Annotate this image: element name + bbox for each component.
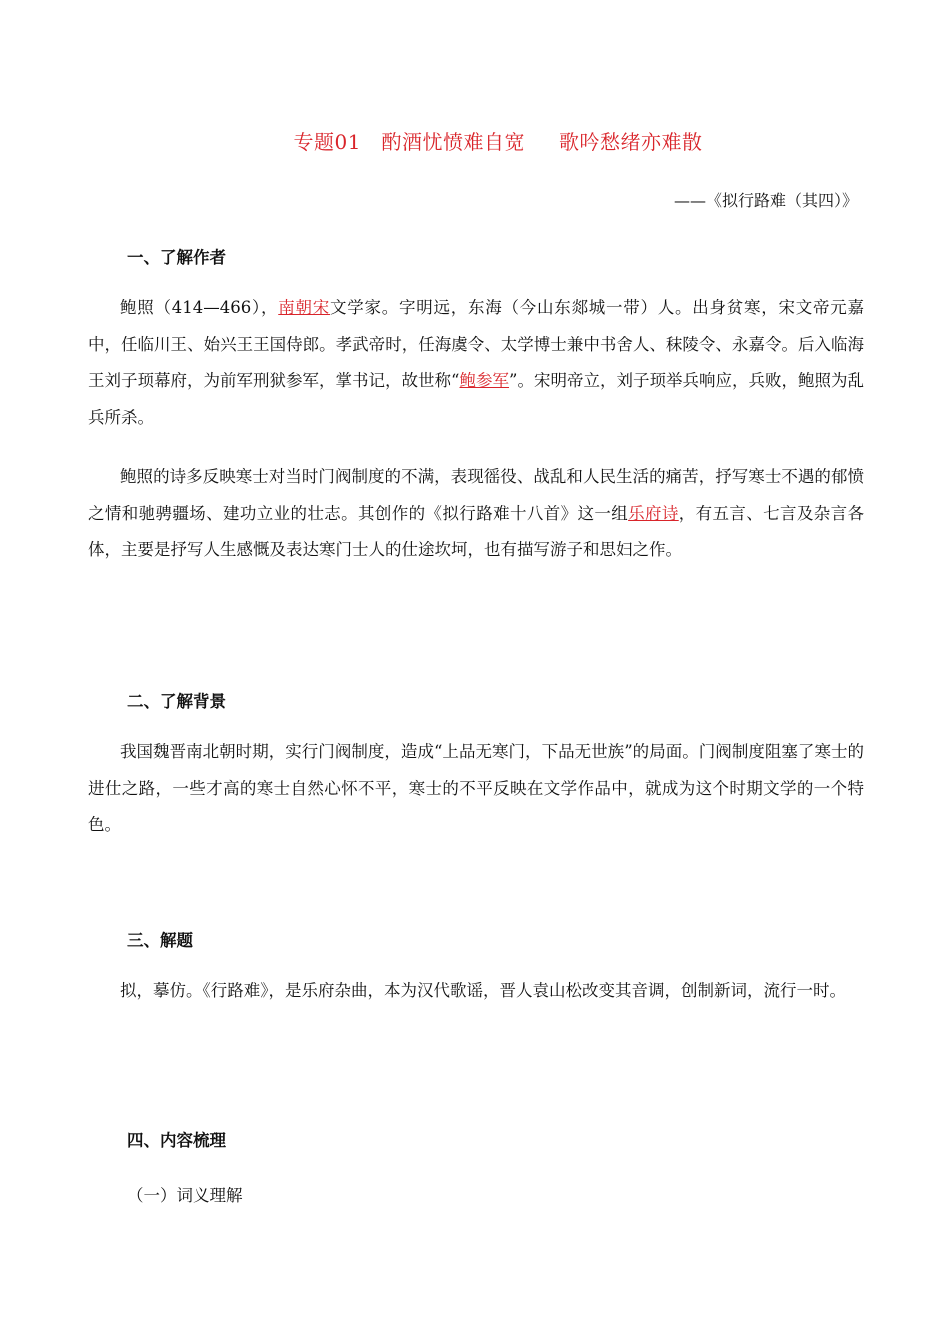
page-title <box>0 126 950 155</box>
section-1-paragraph-1 <box>88 290 864 436</box>
text-run: ，有五言、七言及杂言各体，主要是抒写人生感慨及表达寒门士人的仕途坎坷，也有描写游子和思妇之作。 <box>88 503 865 559</box>
section-3-heading: 三、解题 <box>127 931 193 950</box>
link-nanchao-song[interactable]: 南朝宋 <box>278 298 330 317</box>
section-2-heading: 二、了解背景 <box>127 692 226 711</box>
section-2-paragraph-1: 我国魏晋南北朝时期，实行门阀制度，造成“上品无寒门，下品无世族”的局面。门阀制度阻塞了寒士的进仕之路，一些才高的寒士自然心怀不平，寒士的不平反映在文学作品中，就成为这个时期文学的一个特色。 <box>88 742 864 834</box>
section-1-paragraph-2 <box>88 459 864 569</box>
poem-subtitle: ——《拟行路难（其四）》 <box>673 191 858 210</box>
text-run: 鲍照的诗多反映寒士对当时门阀制度的不满，表现徭役、战乱和人民生活的痛苦，抒写寒士不遇的郁愤之情和驰骋疆场、建功立业的壮志。其创作的《拟行路难十八首》这一组 <box>88 467 864 523</box>
title-part-1: 专题01 酌酒忧愤难自宽 <box>293 130 525 154</box>
section-1-heading: 一、了解作者 <box>127 248 226 267</box>
text-run: 文学家。字明远，东海（今山东郯城一带）人。出身贫寒，宋文帝元嘉中，任临川王、始兴王王国侍郎。孝武帝时，任海虞令、太学博士兼中书舍人、秣陵令、永嘉令。后入临海王刘子顼幕府，为前军刑狱参军，掌书记，故世称“ <box>88 298 864 390</box>
section-4-heading: 四、内容梳理 <box>127 1131 226 1150</box>
link-bao-canjun[interactable]: 鲍参军 <box>459 371 510 390</box>
section-3-paragraph-1: 拟，摹仿。《行路难》，是乐府杂曲，本为汉代歌谣，晋人袁山松改变其音调，创制新词，流行一时。 <box>120 981 846 1000</box>
text-run: ”。宋明帝立，刘子顼举兵响应，兵败，鲍照为乱兵所杀。 <box>88 371 865 427</box>
title-part-2: 歌吟愁绪亦难散 <box>558 130 703 154</box>
section-4-subheading-1: （一）词义理解 <box>127 1186 243 1205</box>
link-yuefu-poetry[interactable]: 乐府诗 <box>628 503 679 523</box>
text-run: 鲍照（414—466）， <box>120 298 279 317</box>
